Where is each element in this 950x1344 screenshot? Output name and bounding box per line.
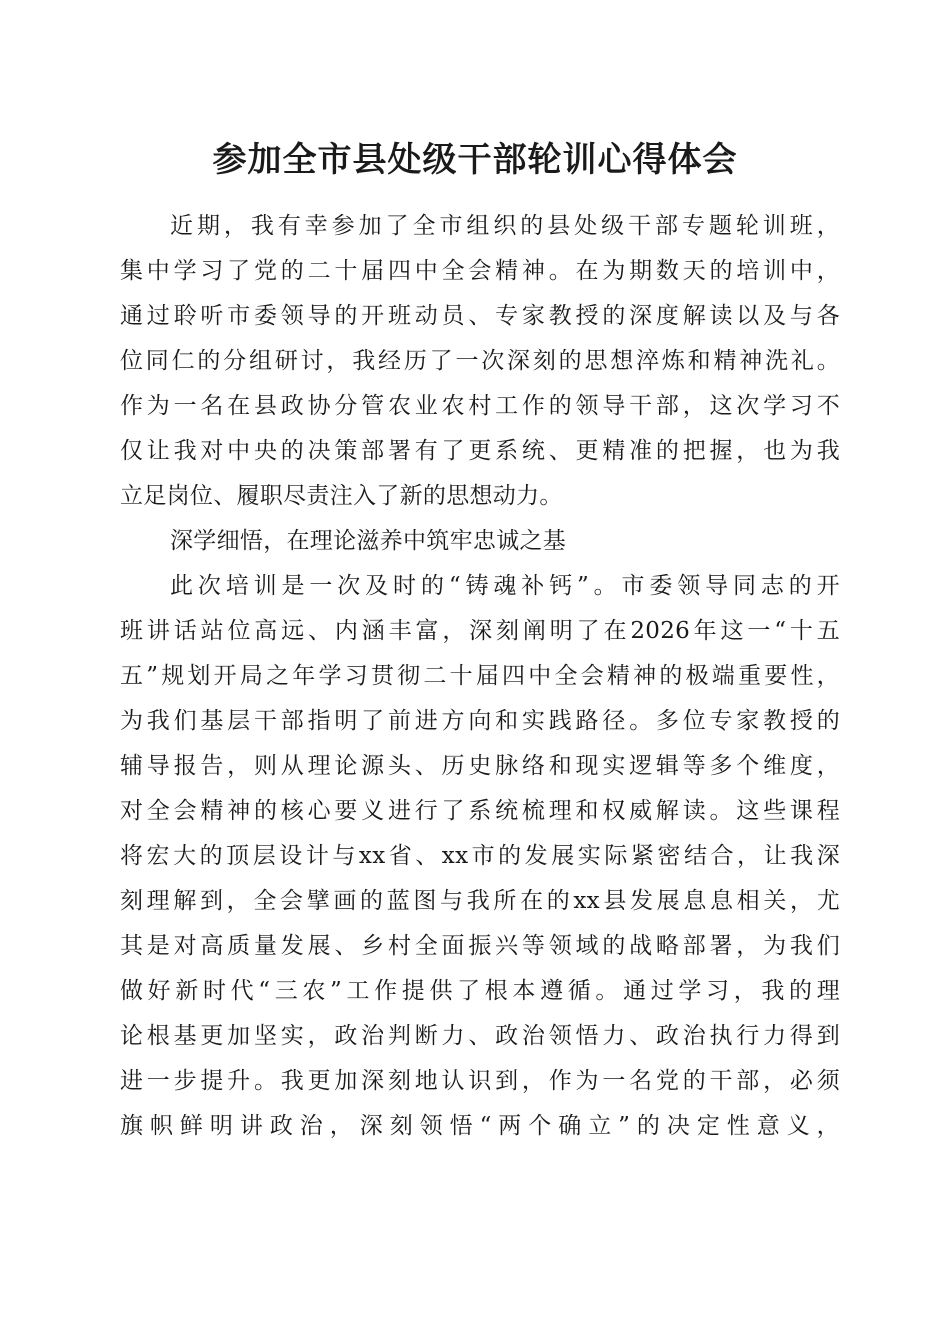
paragraph-line: 仅让我对中央的决策部署有了更系统、更精准的把握，也为我	[120, 438, 840, 464]
paragraph-line: 立足岗位、履职尽责注入了新的思想动力。	[120, 483, 563, 509]
paragraph-line: 做好新时代“三农”工作提供了根本遵循。通过学习，我的理	[120, 978, 840, 1004]
paragraph-line: 其是对高质量发展、乡村全面振兴等领域的战略部署，为我们	[120, 933, 840, 959]
document-body	[120, 204, 840, 1149]
paragraph-line: 论根基更加坚实，政治判断力、政治领悟力、政治执行力得到	[120, 1023, 840, 1049]
paragraph-line: 刻理解到，全会擘画的蓝图与我所在的xx县发展息息相关，尤	[120, 888, 840, 914]
paragraph-line: 位同仁的分组研讨，我经历了一次深刻的思想淬炼和精神洗礼。	[120, 348, 840, 374]
paragraph-line: 旗帜鲜明讲政治，深刻领悟“两个确立”的决定性意义，	[120, 1113, 840, 1139]
paragraph-line: 近期，我有幸参加了全市组织的县处级干部专题轮训班，	[170, 213, 840, 239]
section-heading: 深学细悟，在理论滋养中筑牢忠诚之基	[170, 528, 567, 554]
paragraph-line: 此次培训是一次及时的“铸魂补钙”。市委领导同志的开	[170, 573, 840, 599]
paragraph-line: 班讲话站位高远、内涵丰富，深刻阐明了在2026年这一“十五	[120, 618, 840, 644]
paragraph-line: 对全会精神的核心要义进行了系统梳理和权威解读。这些课程	[120, 798, 840, 824]
paragraph-line: 五”规划开局之年学习贯彻二十届四中全会精神的极端重要性，	[120, 663, 840, 689]
paragraph-line: 为我们基层干部指明了前进方向和实践路径。多位专家教授的	[120, 708, 840, 734]
paragraph-line: 将宏大的顶层设计与xx省、xx市的发展实际紧密结合，让我深	[120, 843, 840, 869]
paragraph-line: 通过聆听市委领导的开班动员、专家教授的深度解读以及与各	[120, 303, 840, 329]
document-title: 参加全市县处级干部轮训心得体会	[212, 140, 738, 180]
paragraph-line: 进一步提升。我更加深刻地认识到，作为一名党的干部，必须	[120, 1068, 840, 1094]
paragraph-line: 集中学习了党的二十届四中全会精神。在为期数天的培训中，	[120, 258, 840, 284]
paragraph-line: 作为一名在县政协分管农业农村工作的领导干部，这次学习不	[120, 393, 840, 419]
paragraph-line: 辅导报告，则从理论源头、历史脉络和现实逻辑等多个维度，	[120, 753, 840, 779]
